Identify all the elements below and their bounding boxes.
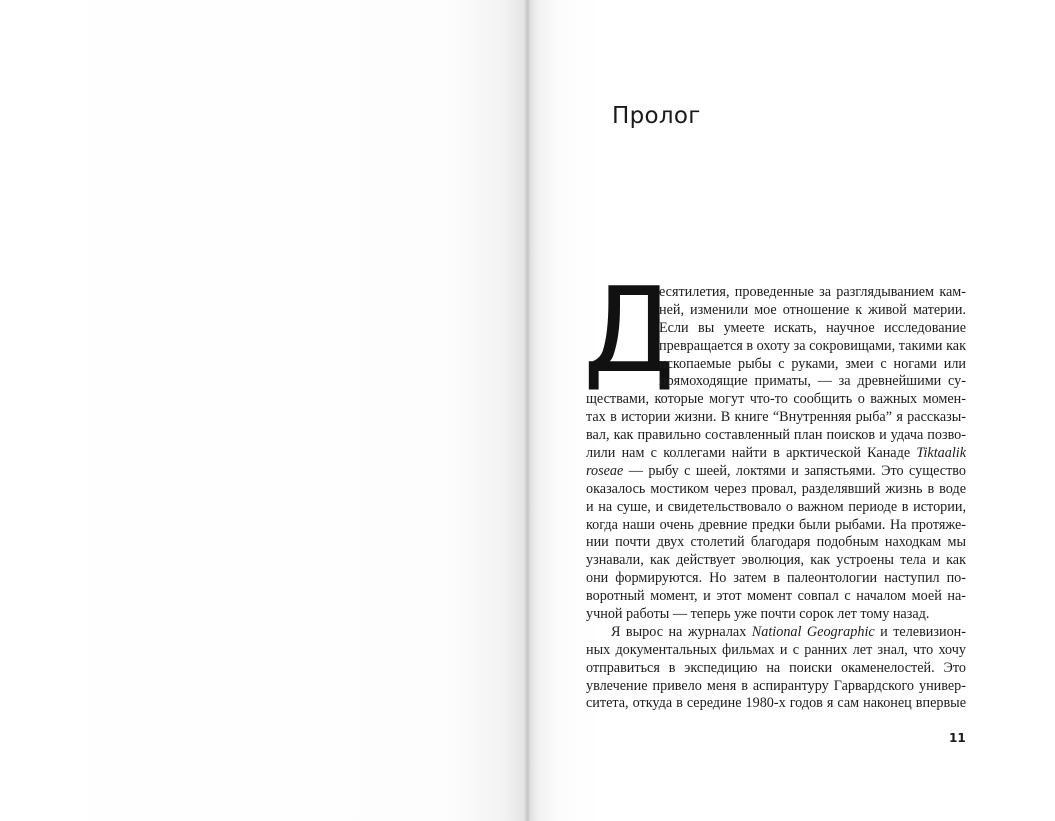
text-line: ных документальных фильмах и с ранних лет знал, что хочу — [586, 641, 966, 658]
text-line: они формируются. Но затем в палеонтологии наступил по- — [586, 570, 966, 587]
paragraph-2 — [586, 624, 966, 713]
text-line: Если вы умеете искать, научное исследование — [659, 319, 966, 336]
text-line: и на суше, и свидетельствовало о важном периоде в истории, — [586, 498, 966, 515]
text-line: тах в истории жизни. В книге “Внутренняя рыба” я рассказы- — [586, 409, 966, 426]
left-page-blank — [0, 0, 527, 821]
text-line: Я вырос на журналах National Geographic и телевизион- — [611, 623, 966, 640]
page-number: 11 — [949, 731, 966, 745]
text-line: когда наши очень древние предки были рыбами. На протяже- — [586, 516, 966, 533]
book-gutter — [524, 0, 530, 821]
text-line: лили нам с коллегами найти в арктической Канаде Tiktaalik — [586, 445, 966, 462]
text-line: ществами, которые могут что-то сообщить о важных момен- — [586, 391, 966, 408]
text-line: увлечение привело меня в аспирантуру Гарвардского универ- — [586, 677, 966, 694]
text-line: превращается в охоту за сокровищами, такими как — [659, 337, 966, 354]
text-line: отправиться в экспедицию на поиски окаменелостей. Это — [586, 659, 966, 676]
text-line: roseae — рыбу с шеей, локтями и запястьями. Это существо — [586, 462, 966, 479]
body-text — [586, 284, 966, 713]
text-line: вал, как правильно составленный план поисков и удача позво- — [586, 427, 966, 444]
text-line: прямоходящие приматы, — за древнейшими су- — [659, 373, 966, 390]
text-line: ситета, откуда в середине 1980-х годов я сам наконец впервые — [586, 695, 966, 712]
drop-cap-letter: Д — [583, 261, 676, 399]
text-line: ископаемые рыбы с руками, змеи с ногами или — [659, 355, 966, 372]
text-line: ней, изменили мое отношение к живой материи. — [659, 301, 966, 318]
text-line: нии почти двух столетий благодаря подобным находкам мы — [586, 534, 966, 551]
paragraph-1 — [586, 284, 966, 624]
chapter-title: Пролог — [612, 103, 701, 130]
text-line: есятилетия, проведенные за разглядыванием кам- — [659, 284, 966, 300]
text-line: узнавали, как действует эволюция, как устроены тела и как — [586, 552, 966, 569]
text-line: оказалось мостиком через провал, разделявший жизнь в воде — [586, 480, 966, 497]
text-line: учной работы — теперь уже почти сорок лет тому назад. — [586, 606, 930, 623]
text-line: воротный момент, и этот момент совпал с началом моей на- — [586, 588, 966, 605]
